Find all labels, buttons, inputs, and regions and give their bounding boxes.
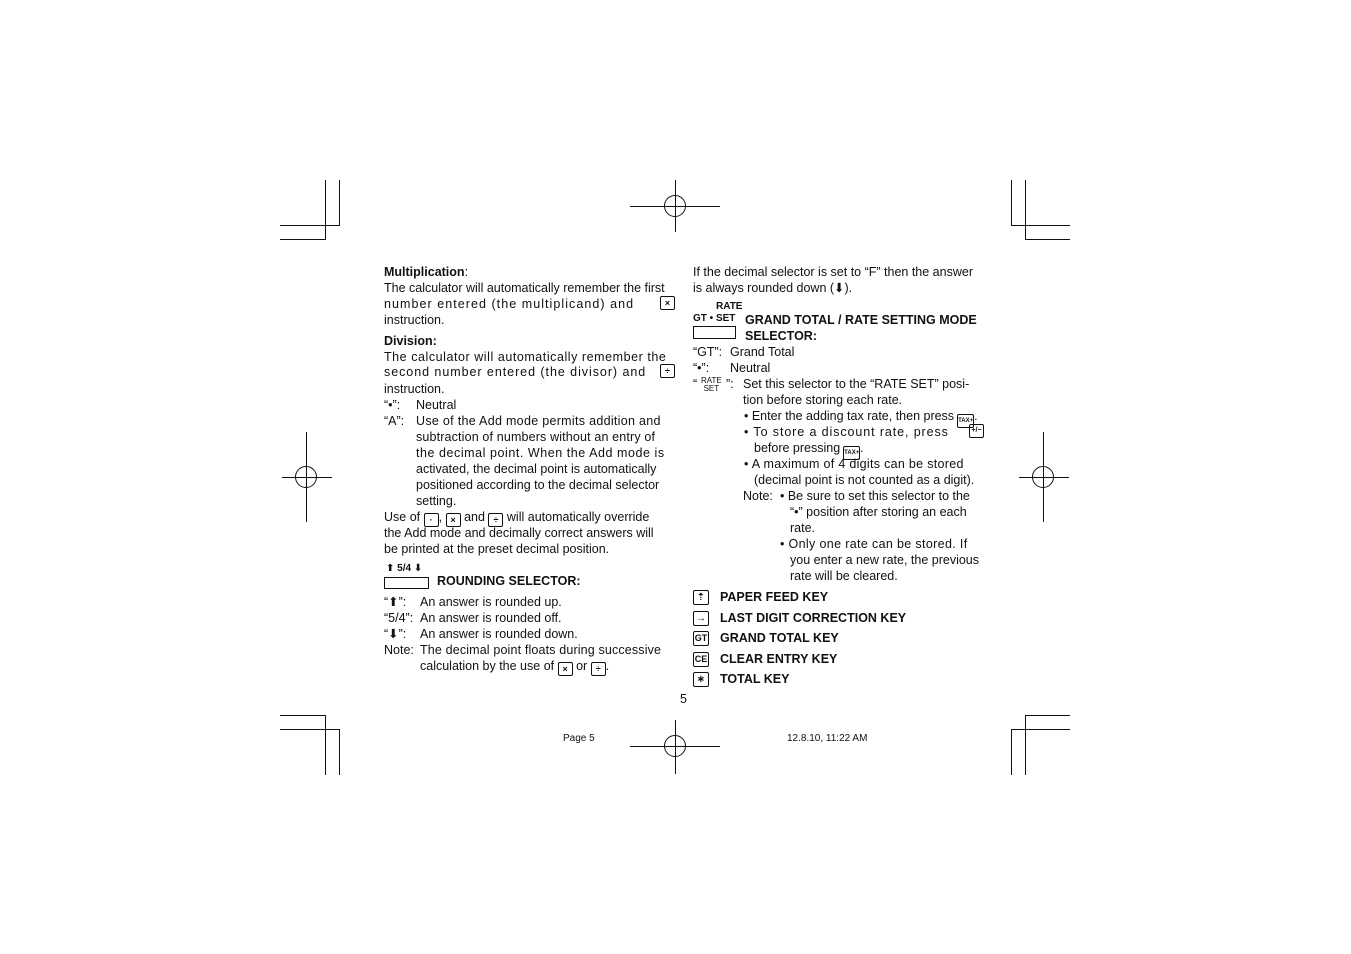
note-2-line-1: • Only one rate can be stored. If [780,537,968,551]
tax-plus-key-icon: TAX+ [843,446,860,460]
plus-minus-key-icon: +/− [969,424,984,438]
rate-quote-open: “ [693,377,698,391]
gt-switch-rate-label: RATE [716,301,743,312]
round-down-text: An answer is rounded down. [420,627,578,641]
div-line-1: The calculator will automatically remember the [384,350,667,364]
rate-line-2: tion before storing each rate. [743,393,903,407]
rate-line-1: Set this selector to the “RATE SET” posi- [743,377,970,391]
note-1-line-2: “•” position after storing an each [790,505,967,519]
paper-feed-key-icon: ⇡ [693,590,709,605]
add-line-1: Use of the Add mode permits addition and [416,414,661,428]
note-2-line-3: rate will be cleared. [790,569,898,583]
division-title: Division: [384,334,437,348]
note-1-line-1: • Be sure to set this selector to the [780,489,970,503]
bullet-3-line-2: (decimal point is not counted as a digit). [754,473,975,487]
clear-entry-key-icon: CE [693,652,709,667]
add-line-5: positioned according to the decimal selector [416,478,660,492]
and-text: and [464,510,485,524]
gt-title-line-1: GRAND TOTAL / RATE SETTING MODE [745,313,977,327]
gt-switch-label: GT • SET [693,313,736,324]
multiplication-title: Multiplication [384,265,465,279]
multiplication-colon: : [464,265,469,279]
total-key-icon: ∗ [693,672,709,687]
rate-note-label: Note: [743,489,773,503]
gt-switch-icon [693,326,736,339]
or-text: or [576,659,588,673]
f-line-2: is always rounded down (⬇). [693,281,853,295]
footer-page: Page 5 [563,733,595,744]
add-line-2: subtraction of numbers without an entry of [416,430,656,444]
note-label: Note: [384,643,414,657]
bullet-1-text: • Enter the adding tax rate, then press [744,409,955,423]
round-off-quote: “5/4”: [384,611,414,625]
mult-line-2-text: number entered (the multiplicand) and [384,297,635,311]
note-2-line-2: you enter a new rate, the previous [790,553,980,567]
paper-feed-key-label: PAPER FEED KEY [720,590,829,604]
round-down-quote: “⬇”: [384,627,407,641]
mult-line-3: instruction. [384,313,445,327]
neutral-text: Neutral [416,398,457,412]
div-line-2 [384,364,675,380]
neutral-quote: “•”: [384,398,401,412]
multiplication-heading [384,264,468,280]
rounding-title: ROUNDING SELECTOR: [437,574,581,588]
bullet-3-line-1: • A maximum of 4 digits can be stored [744,457,964,471]
clear-entry-key-label: CLEAR ENTRY KEY [720,652,838,666]
note-1-line-3: rate. [790,521,816,535]
rate-set-small-label [701,377,722,393]
total-key-label: TOTAL KEY [720,672,790,686]
rate-quote-close: ”: [726,377,734,391]
f-line-1: If the decimal selector is set to “F” then the answer [693,265,973,279]
grand-total-key-label: GRAND TOTAL KEY [720,631,839,645]
note-line-2 [420,658,609,676]
add-mode-quote: “A”: [384,414,405,428]
bullet-2-text: • To store a discount rate, press [744,425,949,439]
override-text: will automatically override [506,510,650,524]
note-line-1: The decimal point floats during successive [420,643,662,657]
gt-quote: “GT”: [693,345,723,359]
add-line-6: setting. [416,494,457,508]
tax-plus-key-icon: TAX+ [957,414,974,428]
round-up-quote: “⬆”: [384,595,407,609]
rounding-switch-label: ⬆ 5/4 ⬇ [386,563,423,574]
decimal-key-icon: · [424,513,439,527]
divide-key-icon: ÷ [488,513,503,527]
page-number: 5 [680,692,687,706]
period-text: . [605,659,610,673]
set-small-label: SET [703,384,720,393]
mult-line-1: The calculator will automatically remember the first [384,281,665,295]
override-line-3: be printed at the preset decimal position. [384,542,610,556]
add-line-3: the decimal point. When the Add mode is [416,446,665,460]
div-line-3: instruction. [384,382,445,396]
round-off-text: An answer is rounded off. [420,611,562,625]
footer-timestamp: 12.8.10, 11:22 AM [787,733,868,744]
use-of-text: Use of [384,510,421,524]
gt-text: Grand Total [730,345,795,359]
rate-small-label: RATE [701,376,722,385]
div-line-2-text: second number entered (the divisor) and [384,365,647,379]
bullet-2-line-2: before pressing TAX+. [754,440,864,460]
dot-quote: “•”: [693,361,710,375]
rounding-switch-icon [384,577,429,589]
times-key-icon: × [558,662,573,676]
bullet-2-line-1 [744,424,984,440]
bullet-2-line-2-text: before pressing [754,441,841,455]
comma-text: , [438,510,443,524]
last-digit-correction-key-icon: → [693,611,709,626]
gt-title-line-2: SELECTOR: [745,329,817,343]
times-key-icon: × [446,513,461,527]
bullet-1: • Enter the adding tax rate, then press TAX+. [744,408,978,428]
divide-key-icon: ÷ [660,364,675,378]
grand-total-key-icon: GT [693,631,709,646]
mult-line-2 [384,296,675,312]
add-line-4: activated, the decimal point is automatically [416,462,657,476]
times-key-icon: × [660,296,675,310]
divide-key-icon: ÷ [591,662,606,676]
last-digit-correction-key-label: LAST DIGIT CORRECTION KEY [720,611,907,625]
override-line-2: the Add mode and decimally correct answers will [384,526,654,540]
dot-text: Neutral [730,361,771,375]
round-up-text: An answer is rounded up. [420,595,562,609]
note-line-2-text: calculation by the use of [420,659,555,673]
